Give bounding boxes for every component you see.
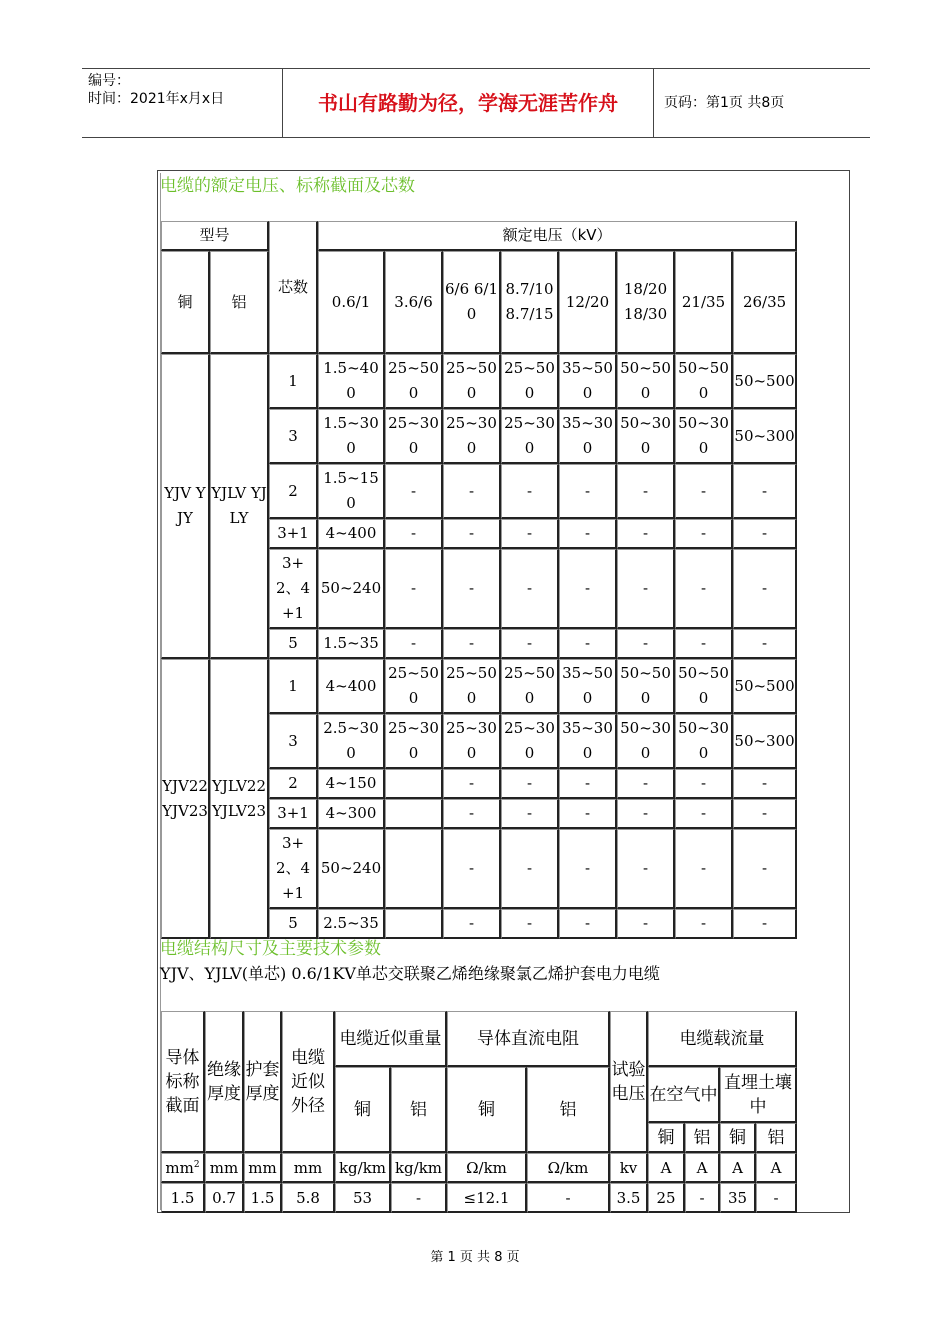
- cores-cell: 3+2、4+1: [269, 549, 318, 629]
- header-row: [161, 221, 797, 251]
- voltage-range-cell: 35~300: [559, 714, 617, 769]
- voltage-header: 12/20: [559, 251, 617, 354]
- data-cell: 1.5: [161, 1183, 205, 1213]
- voltage-range-cell: -: [733, 519, 797, 549]
- voltage-range-cell: 50~300: [733, 714, 797, 769]
- voltage-header: 8.7/10 8.7/15: [501, 251, 559, 354]
- voltage-range-cell: 50~300: [617, 409, 675, 464]
- ampacity-header: 电缆载流量: [648, 1011, 797, 1067]
- data-cell: 35: [720, 1183, 756, 1213]
- test-voltage-header: 试验电压: [610, 1011, 648, 1153]
- voltage-range-cell: -: [559, 799, 617, 829]
- outer-diameter-header: 电缆近似外径: [282, 1011, 335, 1153]
- voltage-range-cell: 50~500: [675, 354, 733, 409]
- voltage-range-cell: -: [733, 909, 797, 939]
- cores-cell: 2: [269, 464, 318, 519]
- copper-model: YJV22 YJV23: [161, 659, 210, 939]
- subheader-row: [161, 251, 797, 354]
- voltage-header: 21/35: [675, 251, 733, 354]
- voltage-range-cell: -: [501, 829, 559, 909]
- voltage-range-cell: 50~300: [675, 714, 733, 769]
- voltage-range-cell: -: [617, 769, 675, 799]
- voltage-range-cell: -: [733, 549, 797, 629]
- table-row: [161, 354, 797, 409]
- voltage-range-cell: -: [675, 769, 733, 799]
- unit-exponent: 2: [193, 1159, 200, 1170]
- voltage-header: 3.6/6: [385, 251, 443, 354]
- voltage-range-cell: [385, 799, 443, 829]
- voltage-range-cell: 1.5~400: [318, 354, 385, 409]
- voltage-range-cell: -: [617, 799, 675, 829]
- voltage-range-cell: 50~500: [733, 659, 797, 714]
- cross-section-header: 导体标称截面: [161, 1011, 205, 1153]
- voltage-range-cell: 4~300: [318, 799, 385, 829]
- resistance-aluminum-header: 铝: [527, 1067, 610, 1153]
- voltage-range-cell: 50~500: [617, 659, 675, 714]
- cores-cell: 1: [269, 659, 318, 714]
- voltage-range-cell: -: [733, 629, 797, 659]
- voltage-range-cell: -: [385, 629, 443, 659]
- voltage-range-cell: -: [675, 549, 733, 629]
- rated-voltage-header: 额定电压（kV）: [318, 221, 797, 251]
- unit-cell: kg/km: [335, 1153, 391, 1183]
- voltage-range-cell: [385, 829, 443, 909]
- data-cell: 1.5: [244, 1183, 282, 1213]
- aluminum-model: YJLV YJLY: [210, 354, 269, 659]
- voltage-range-cell: -: [443, 519, 501, 549]
- voltage-range-cell: 50~300: [733, 409, 797, 464]
- voltage-range-cell: 25~300: [385, 409, 443, 464]
- unit-cell: mm: [282, 1153, 335, 1183]
- voltage-range-cell: -: [443, 629, 501, 659]
- sheath-header: 护套厚度: [244, 1011, 282, 1153]
- voltage-range-cell: -: [617, 464, 675, 519]
- section2-title: 电缆结构尺寸及主要技术参数: [160, 939, 381, 959]
- in-air-header: 在空气中: [648, 1067, 720, 1123]
- voltage-range-cell: -: [443, 769, 501, 799]
- voltage-range-cell: 1.5~35: [318, 629, 385, 659]
- cores-cell: 3: [269, 409, 318, 464]
- voltage-range-cell: -: [501, 909, 559, 939]
- unit-cell: Ω/km: [527, 1153, 610, 1183]
- voltage-range-cell: -: [559, 519, 617, 549]
- unit-cell: kv: [610, 1153, 648, 1183]
- insulation-header: 绝缘厚度: [205, 1011, 244, 1153]
- voltage-range-cell: -: [617, 549, 675, 629]
- voltage-range-cell: -: [617, 829, 675, 909]
- voltage-range-cell: -: [443, 829, 501, 909]
- voltage-range-cell: 1.5~150: [318, 464, 385, 519]
- voltage-range-cell: 50~300: [675, 409, 733, 464]
- data-cell: -: [527, 1183, 610, 1213]
- data-cell: 5.8: [282, 1183, 335, 1213]
- voltage-range-cell: 1.5~300: [318, 409, 385, 464]
- cores-cell: 5: [269, 909, 318, 939]
- voltage-range-cell: -: [443, 549, 501, 629]
- voltage-range-cell: -: [733, 464, 797, 519]
- voltage-range-cell: 25~500: [501, 659, 559, 714]
- cable-parameters-table: [161, 1011, 797, 1213]
- cores-cell: 3+1: [269, 799, 318, 829]
- voltage-range-cell: [385, 909, 443, 939]
- voltage-range-cell: 25~500: [443, 354, 501, 409]
- voltage-range-cell: 25~300: [385, 714, 443, 769]
- voltage-range-cell: 50~500: [675, 659, 733, 714]
- air-aluminum-header: 铝: [685, 1123, 720, 1153]
- data-cell: -: [685, 1183, 720, 1213]
- voltage-range-cell: 35~500: [559, 659, 617, 714]
- voltage-range-cell: -: [501, 629, 559, 659]
- data-cell: 25: [648, 1183, 685, 1213]
- voltage-range-cell: 25~500: [385, 659, 443, 714]
- cores-header: 芯数: [269, 221, 318, 354]
- voltage-range-cell: -: [559, 909, 617, 939]
- voltage-range-cell: -: [559, 769, 617, 799]
- voltage-range-cell: -: [617, 629, 675, 659]
- cores-cell: 3: [269, 714, 318, 769]
- voltage-range-cell: 2.5~35: [318, 909, 385, 939]
- cores-cell: 5: [269, 629, 318, 659]
- voltage-range-cell: -: [733, 829, 797, 909]
- voltage-range-cell: -: [675, 909, 733, 939]
- voltage-range-cell: 25~500: [501, 354, 559, 409]
- voltage-range-cell: -: [675, 519, 733, 549]
- voltage-range-cell: 35~300: [559, 409, 617, 464]
- voltage-header: 6/6 6/10: [443, 251, 501, 354]
- voltage-range-cell: 2.5~300: [318, 714, 385, 769]
- resistance-header: 导体直流电阻: [447, 1011, 610, 1067]
- voltage-header: 0.6/1: [318, 251, 385, 354]
- voltage-range-cell: 50~300: [617, 714, 675, 769]
- voltage-range-cell: -: [501, 549, 559, 629]
- voltage-range-cell: -: [675, 829, 733, 909]
- data-cell: 53: [335, 1183, 391, 1213]
- voltage-range-cell: 25~300: [501, 409, 559, 464]
- voltage-range-cell: -: [385, 519, 443, 549]
- voltage-range-cell: 25~500: [443, 659, 501, 714]
- voltage-header: 26/35: [733, 251, 797, 354]
- voltage-range-cell: -: [617, 909, 675, 939]
- soil-copper-header: 铜: [720, 1123, 756, 1153]
- voltage-range-cell: 25~300: [443, 409, 501, 464]
- voltage-range-cell: 35~500: [559, 354, 617, 409]
- weight-copper-header: 铜: [335, 1067, 391, 1153]
- voltage-range-cell: 50~240: [318, 829, 385, 909]
- voltage-range-cell: -: [443, 799, 501, 829]
- unit-cell: A: [720, 1153, 756, 1183]
- unit-cell: A: [756, 1153, 797, 1183]
- section1-title: 电缆的额定电压、标称截面及芯数: [160, 176, 415, 196]
- cores-cell: 3+1: [269, 519, 318, 549]
- page-header: [82, 68, 870, 138]
- data-cell: 3.5: [610, 1183, 648, 1213]
- unit-cell: mm: [205, 1153, 244, 1183]
- header-page-info: 页码：第1页 共8页: [664, 95, 785, 111]
- resistance-copper-header: 铜: [447, 1067, 527, 1153]
- header-row: [161, 1011, 797, 1067]
- voltage-range-cell: -: [675, 464, 733, 519]
- voltage-range-cell: -: [501, 769, 559, 799]
- air-copper-header: 铜: [648, 1123, 685, 1153]
- voltage-range-cell: -: [559, 464, 617, 519]
- data-cell: 0.7: [205, 1183, 244, 1213]
- page-footer: 第 1 页 共 8 页: [430, 1250, 520, 1265]
- header-motto: 书山有路勤为径，学海无涯苦作舟: [282, 69, 654, 137]
- table-row: [161, 1183, 797, 1213]
- voltage-range-cell: -: [733, 799, 797, 829]
- voltage-range-cell: -: [559, 829, 617, 909]
- copper-model: YJV YJY: [161, 354, 210, 659]
- voltage-range-cell: -: [501, 799, 559, 829]
- weight-header: 电缆近似重量: [335, 1011, 447, 1067]
- voltage-range-cell: 50~500: [733, 354, 797, 409]
- voltage-range-cell: -: [501, 464, 559, 519]
- data-cell: -: [756, 1183, 797, 1213]
- voltage-range-cell: -: [617, 519, 675, 549]
- model-header: 型号: [161, 221, 269, 251]
- section2-subtitle: YJV、YJLV(单芯) 0.6/1KV单芯交联聚乙烯绝缘聚氯乙烯护套电力电缆: [160, 964, 660, 983]
- voltage-range-cell: -: [733, 769, 797, 799]
- time-label: 时间：2021年x月x日: [88, 91, 225, 107]
- voltage-range-cell: 50~240: [318, 549, 385, 629]
- data-cell: -: [391, 1183, 447, 1213]
- voltage-range-cell: -: [559, 629, 617, 659]
- aluminum-header: 铝: [210, 251, 269, 354]
- voltage-range-cell: -: [385, 549, 443, 629]
- aluminum-model: YJLV22 YJLV23: [210, 659, 269, 939]
- header-meta: [82, 69, 282, 137]
- unit-cell: [161, 1153, 205, 1183]
- voltage-range-cell: 50~500: [617, 354, 675, 409]
- units-row: [161, 1153, 797, 1183]
- voltage-range-cell: -: [675, 799, 733, 829]
- rated-voltage-table: [161, 221, 797, 939]
- voltage-range-cell: [385, 769, 443, 799]
- voltage-range-cell: -: [501, 519, 559, 549]
- voltage-range-cell: -: [559, 549, 617, 629]
- voltage-range-cell: 4~150: [318, 769, 385, 799]
- unit-cell: Ω/km: [447, 1153, 527, 1183]
- data-cell: ≤12.1: [447, 1183, 527, 1213]
- unit-cell: mm: [244, 1153, 282, 1183]
- unit-cell: kg/km: [391, 1153, 447, 1183]
- voltage-range-cell: -: [443, 909, 501, 939]
- copper-header: 铜: [161, 251, 210, 354]
- voltage-header: 18/20 18/30: [617, 251, 675, 354]
- voltage-range-cell: -: [385, 464, 443, 519]
- number-label: 编号：: [88, 73, 130, 89]
- cores-cell: 2: [269, 769, 318, 799]
- voltage-range-cell: -: [675, 629, 733, 659]
- in-soil-header: 直埋土壤中: [720, 1067, 797, 1123]
- voltage-range-cell: -: [443, 464, 501, 519]
- voltage-range-cell: 4~400: [318, 519, 385, 549]
- soil-aluminum-header: 铝: [756, 1123, 797, 1153]
- unit-text: mm: [165, 1158, 194, 1177]
- voltage-range-cell: 25~300: [443, 714, 501, 769]
- cores-cell: 3+2、4+1: [269, 829, 318, 909]
- weight-aluminum-header: 铝: [391, 1067, 447, 1153]
- unit-cell: A: [685, 1153, 720, 1183]
- table-row: [161, 659, 797, 714]
- voltage-range-cell: 4~400: [318, 659, 385, 714]
- voltage-range-cell: 25~500: [385, 354, 443, 409]
- cores-cell: 1: [269, 354, 318, 409]
- unit-cell: A: [648, 1153, 685, 1183]
- voltage-range-cell: 25~300: [501, 714, 559, 769]
